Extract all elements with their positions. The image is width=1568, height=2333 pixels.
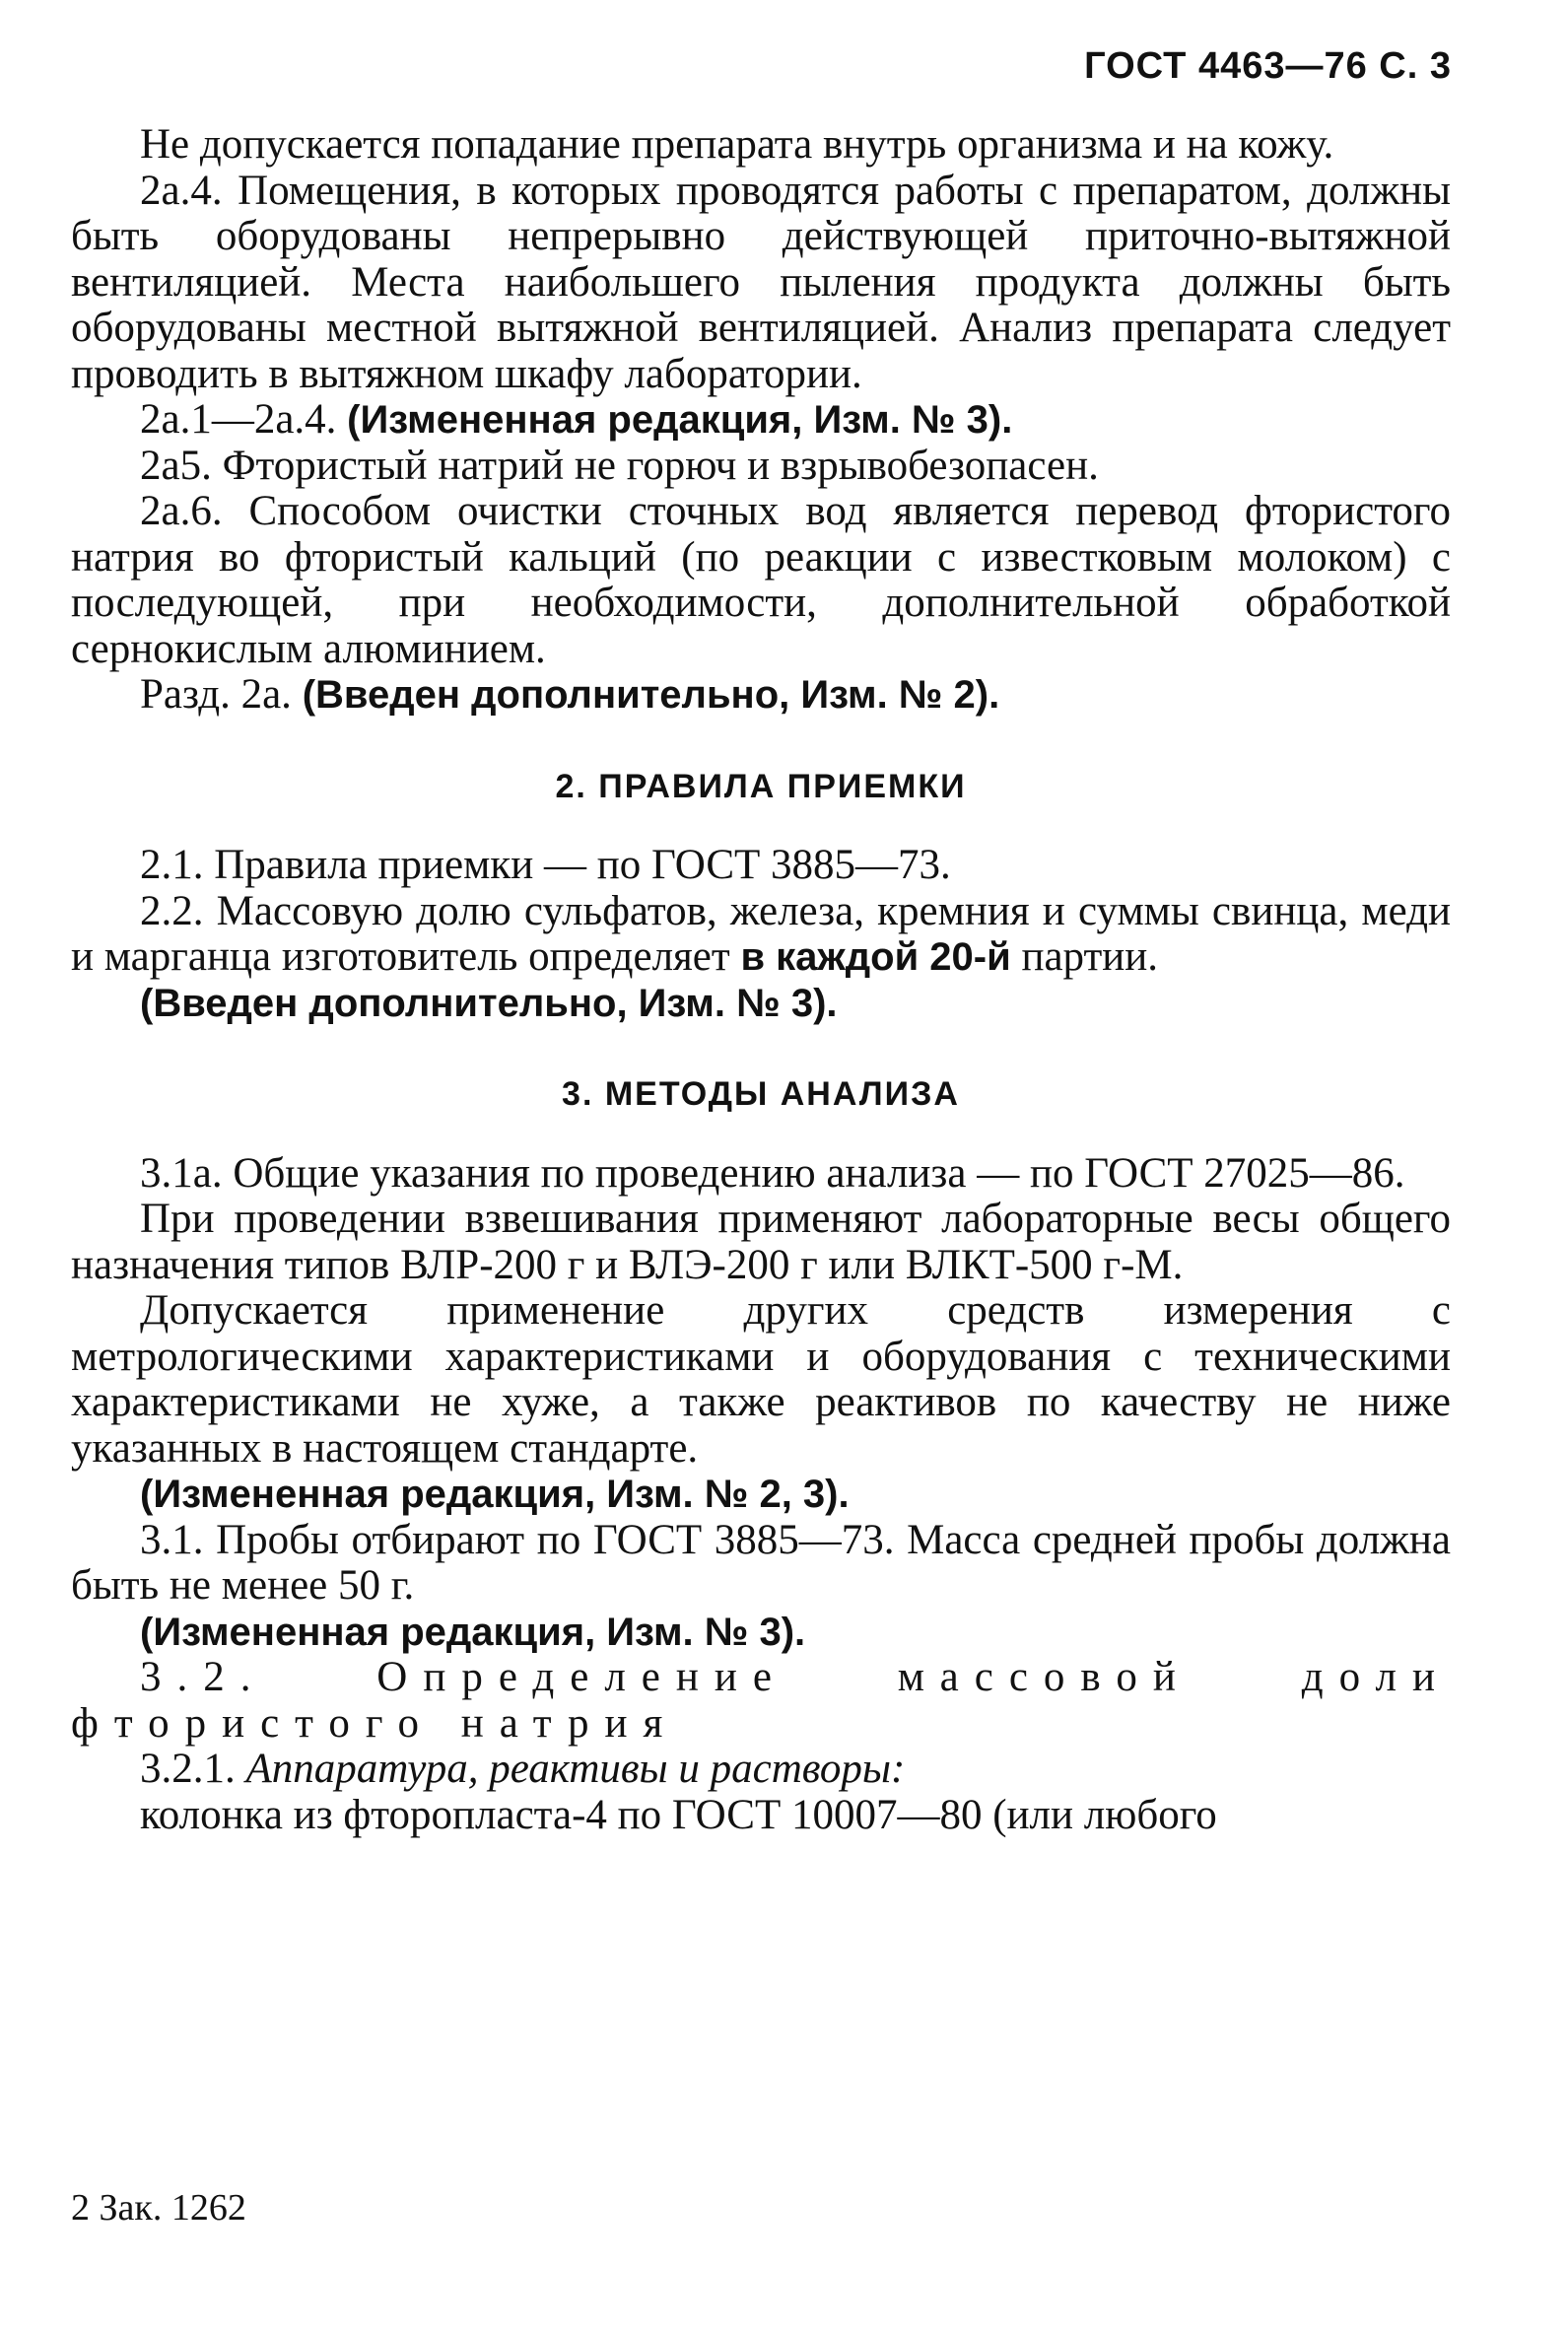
paragraph [71,397,1451,444]
paragraph: 2.1. Правила приемки — по ГОСТ 3885—73. [140,842,951,888]
emphasis-text: в каждой 20-й [740,935,1011,979]
subsection-heading: 3.2. Определение массовой доли фтористого натрия [71,1654,1451,1747]
amendment-note: (Измененная редакция, Изм. № 3). [140,1610,806,1654]
paragraph-text: 2.2. Массовую долю сульфатов, железа, кремния и суммы свинца, меди и марганца изготовитель определяет [71,887,1451,980]
italic-heading: Аппаратура, реактивы и растворы: [245,1746,906,1792]
paragraph-text: партии. [1010,933,1159,980]
paragraph [71,1472,1451,1518]
page-footer: 2 Зак. 1262 [71,2187,246,2229]
document-body [71,122,1451,1838]
page-header: ГОСТ 4463—76 С. 3 [1084,45,1452,87]
amendment-note: (Введен дополнительно, Изм. № 3). [140,981,838,1025]
paragraph [71,1610,1451,1656]
paragraph: 2а.4. Помещения, в которых проводятся работы с препаратом, должны быть оборудованы непрерывно действующей приточно-вытяжной вентиляцией. Места наибольшего пыления продукта должны быть оборудованы местной вытяжной вентиляцией. Анализ препарата следует проводить в вытяжном шкафу лаборатории. [71,167,1451,397]
paragraph [71,1747,1451,1793]
paragraph: 2а5. Фтористый натрий не горюч и взрывобезопасен. [140,442,1099,489]
paragraph-text: Разд. 2а. [140,671,303,718]
paragraph [71,981,1451,1027]
amendment-note: (Измененная редакция, Изм. № 2, 3). [140,1473,850,1516]
paragraph: 3.1а. Общие указания по проведению анализа — по ГОСТ 27025—86. [140,1149,1405,1197]
paragraph: Допускается применение других средств измерения с метрологическими характеристиками и оборудования с техническими характеристиками не хуже, а также реактивов по качеству не ниже указанных в настоящем стандарте. [71,1287,1451,1472]
paragraph [71,889,1451,981]
section-heading: 3. МЕТОДЫ АНАЛИЗА [562,1075,960,1113]
paragraph: 3.1. Пробы отбирают по ГОСТ 3885—73. Масса средней пробы должна быть не менее 50 г. [71,1516,1451,1609]
section-heading: 2. ПРАВИЛА ПРИЕМКИ [555,767,967,805]
paragraph-text: 2а.1—2а.4. [140,396,348,443]
paragraph: 2а.6. Способом очистки сточных вод является перевод фтористого натрия во фтористый кальций (по реакции с известковым молоком) с последующей, при необходимости, дополнительной обработкой сернокислым алюминием. [71,488,1451,672]
paragraph: При проведении взвешивания применяют лабораторные весы общего назначения типов ВЛР-200 г и ВЛЭ-200 г или ВЛКТ-500 г-М. [71,1196,1451,1288]
amendment-note: (Введен дополнительно, Изм. № 2). [302,673,1000,717]
paragraph-text: 3.2.1. [140,1746,246,1792]
paragraph: колонка из фторопласта-4 по ГОСТ 10007—80 (или любого [140,1791,1217,1838]
paragraph [71,672,1451,719]
paragraph: Не допускается попадание препарата внутрь организма и на кожу. [140,121,1334,168]
amendment-note: (Измененная редакция, Изм. № 3). [347,398,1013,442]
